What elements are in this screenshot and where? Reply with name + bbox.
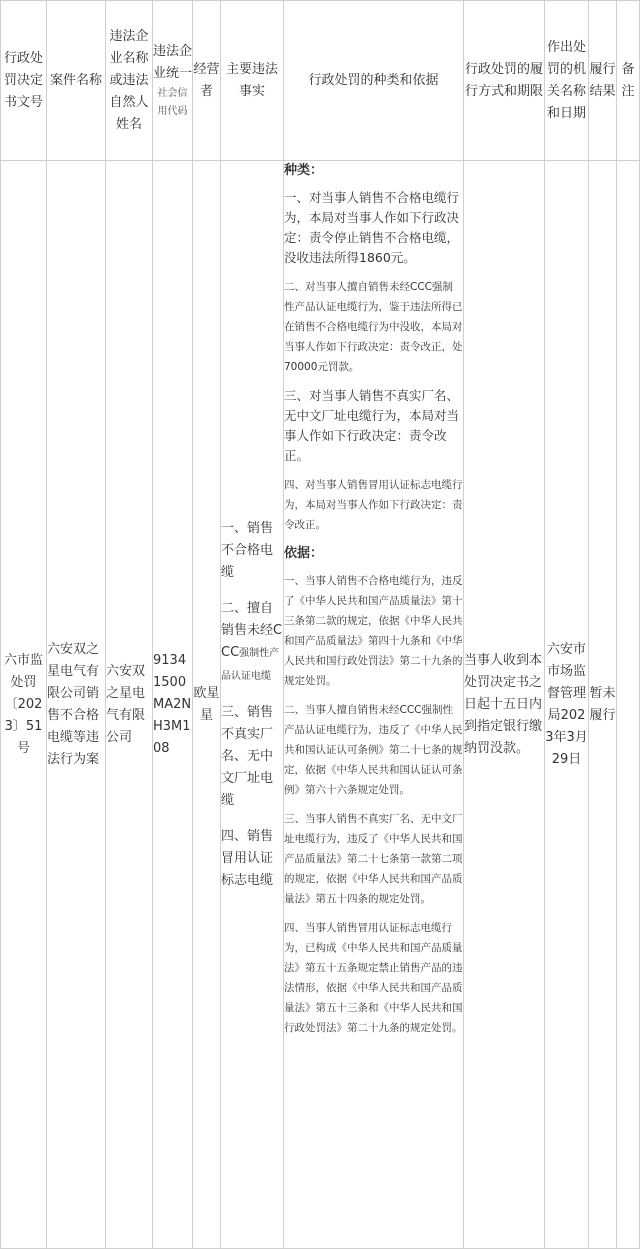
- penalty-basis-4: 四、当事人销售冒用认证标志电缆行为，已构成《中华人民共和国产品质量法》第五十五条规定禁止销售产品的违法情形，依据《中华人民共和国产品质量法》第五十三条和《中华人民共和国行政处罚法》第二十九条的规定处罚。: [284, 922, 463, 1034]
- header-credit-code-main: 违法企业统一: [153, 43, 193, 81]
- penalty-kind-2: 二、对当事人擅自销售未经CCC强制性产品认证电缆行为，鉴于违法所得已在销售不合格电缆行为中没收，本局对当事人作如下行政决定：责令改正，处70000元罚款。: [284, 281, 463, 373]
- header-credit-code: [153, 1, 193, 161]
- penalty-basis-title: 依据：: [284, 546, 324, 561]
- penalty-basis-2: 二、当事人擅自销售未经CCC强制性产品认证电缆行为，违反了《中华人民共和国认证认可条例》第二十七条的规定，依据《中华人民共和国认证认可条例》第六十六条规定处罚。: [284, 704, 463, 796]
- table-row: [1, 161, 640, 1249]
- cell-performance: 当事人收到本处罚决定书之日起十五日内到指定银行缴纳罚没款。: [464, 161, 545, 1249]
- fact-item-2-text: 二、擅自销售未经CCC: [221, 600, 283, 660]
- cell-operator: 欧星星: [193, 161, 221, 1249]
- cell-result: 暂未履行: [589, 161, 617, 1249]
- header-authority-date: 作出处罚的机关名称和日期: [545, 1, 589, 161]
- header-doc-no: 行政处罚决定书文号: [1, 1, 47, 161]
- header-operator: 经营者: [193, 1, 221, 161]
- penalty-kind-1: 一、对当事人销售不合格电缆行为，本局对当事人作如下行政决定：责令停止销售不合格电缆，没收违法所得1860元。: [284, 190, 460, 265]
- cell-case-name: 六安双之星电气有限公司销售不合格电缆等违法行为案: [47, 161, 106, 1249]
- header-performance: 行政处罚的履行方式和期限: [464, 1, 545, 161]
- header-case-name: 案件名称: [47, 1, 106, 161]
- header-penalty: 行政处罚的种类和依据: [284, 1, 464, 161]
- header-result: 履行结果: [589, 1, 617, 161]
- cell-remarks: [617, 161, 640, 1249]
- penalty-kind-title: 种类：: [284, 163, 324, 178]
- penalty-basis-3: 三、当事人销售不真实厂名、无中文厂址电缆行为，违反了《中华人民共和国产品质量法》第二十七条第一款第二项的规定，依据《中华人民共和国产品质量法》第五十四条的规定处罚。: [284, 813, 463, 905]
- header-row: [1, 1, 640, 161]
- header-facts: 主要违法事实: [221, 1, 284, 161]
- penalty-kind-4: 四、对当事人销售冒用认证标志电缆行为，本局对当事人作如下行政决定：责令改正。: [284, 479, 463, 531]
- header-credit-code-sub: 社会信用代码: [157, 87, 188, 117]
- header-party-name: 违法企业名称或违法自然人姓名: [106, 1, 153, 161]
- cell-party-name: 六安双之星电气有限公司: [106, 161, 153, 1249]
- header-remarks: 备注: [617, 1, 640, 161]
- cell-facts: [221, 161, 284, 1249]
- penalty-basis-1: 一、当事人销售不合格电缆行为，违反了《中华人民共和国产品质量法》第十三条第二款的规定，依据《中华人民共和国产品质量法》第四十九条和《中华人民共和国行政处罚法》第二十九条的规定处罚。: [284, 575, 463, 687]
- cell-penalty: [284, 161, 464, 1249]
- cell-credit-code: 91341500MA2NH3M108: [153, 161, 193, 1249]
- fact-item-4: 四、销售冒用认证标志电缆: [221, 828, 274, 888]
- fact-item-2-small: 强制性产品认证电缆: [221, 647, 280, 682]
- fact-item-1: 一、销售不合格电缆: [221, 520, 274, 580]
- cell-doc-no: 六市监处罚〔2023〕51号: [1, 161, 47, 1249]
- penalty-kind-3: 三、对当事人销售不真实厂名、无中文厂址电缆行为，本局对当事人作如下行政决定：责令改正。: [284, 388, 460, 463]
- fact-item-2: [221, 598, 283, 688]
- fact-item-3: 三、销售不真实厂名、无中文厂址电缆: [221, 704, 274, 808]
- cell-authority-date: 六安市市场监督管理局2023年3月29日: [545, 161, 589, 1249]
